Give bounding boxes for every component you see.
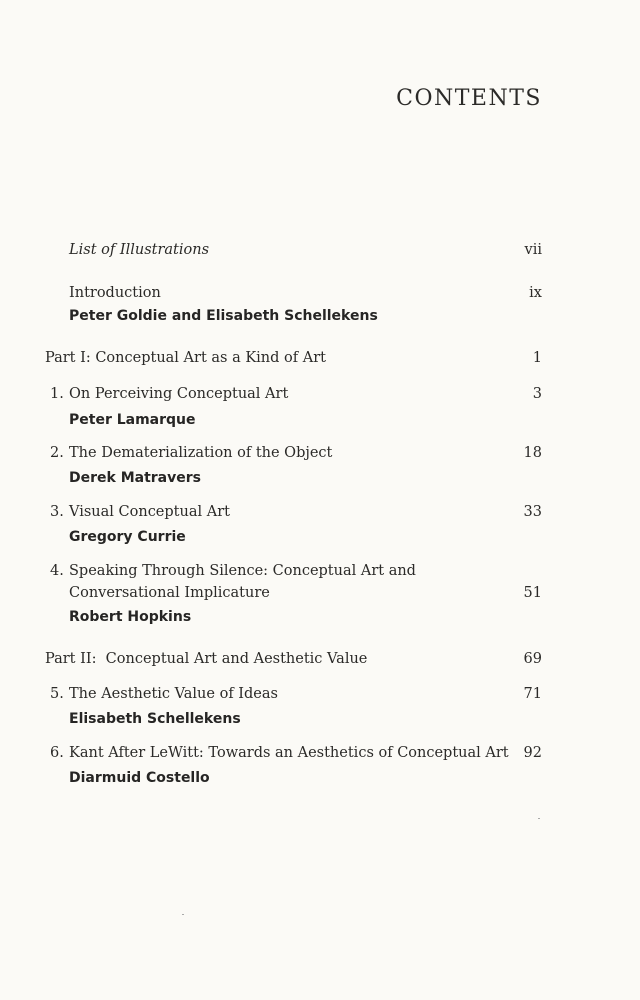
- paper-speck: [182, 914, 184, 915]
- part-page-number: 69: [523, 651, 542, 667]
- part-title: Part II: Conceptual Art and Aesthetic Value: [45, 651, 368, 667]
- part-title: Part I: Conceptual Art as a Kind of Art: [45, 350, 326, 366]
- chapter-author: Robert Hopkins: [69, 609, 192, 625]
- chapter-author: Peter Lamarque: [69, 412, 196, 428]
- chapter-page-number: 33: [523, 504, 542, 520]
- entry-page-number: vii: [524, 242, 542, 258]
- chapter-page-number: 3: [532, 386, 542, 402]
- chapter-author: Derek Matravers: [69, 470, 201, 486]
- chapter-page-number: 71: [523, 686, 542, 702]
- entry-page-number: ix: [529, 285, 542, 301]
- paper-speck: [538, 818, 540, 819]
- entry-title: Introduction: [69, 285, 161, 301]
- chapter-author: Elisabeth Schellekens: [69, 711, 241, 727]
- chapter-title: The Dematerialization of the Object: [69, 445, 333, 461]
- chapter-number: 4.: [50, 563, 64, 579]
- chapter-number: 5.: [50, 686, 64, 702]
- chapter-number: 2.: [50, 445, 64, 461]
- chapter-author: Diarmuid Costello: [69, 770, 210, 786]
- chapter-number: 1.: [50, 386, 64, 402]
- chapter-page-number: 92: [523, 745, 542, 761]
- chapter-title: Speaking Through Silence: Conceptual Art and: [69, 563, 416, 579]
- chapter-number: 6.: [50, 745, 64, 761]
- chapter-number: 3.: [50, 504, 64, 520]
- entry-title: List of Illustrations: [69, 242, 210, 258]
- chapter-title: Kant After LeWitt: Towards an Aesthetics of Conceptual Art: [69, 745, 509, 761]
- chapter-title: Visual Conceptual Art: [69, 504, 230, 520]
- page-title: CONTENTS: [396, 86, 542, 111]
- chapter-title-continued: Conversational Implicature: [69, 585, 270, 601]
- chapter-page-number: 51: [523, 585, 542, 601]
- chapter-title: On Perceiving Conceptual Art: [69, 386, 289, 402]
- chapter-author: Gregory Currie: [69, 529, 186, 545]
- chapter-page-number: 18: [523, 445, 542, 461]
- entry-author: Peter Goldie and Elisabeth Schellekens: [69, 308, 378, 324]
- part-page-number: 1: [532, 350, 542, 366]
- chapter-title: The Aesthetic Value of Ideas: [69, 686, 278, 702]
